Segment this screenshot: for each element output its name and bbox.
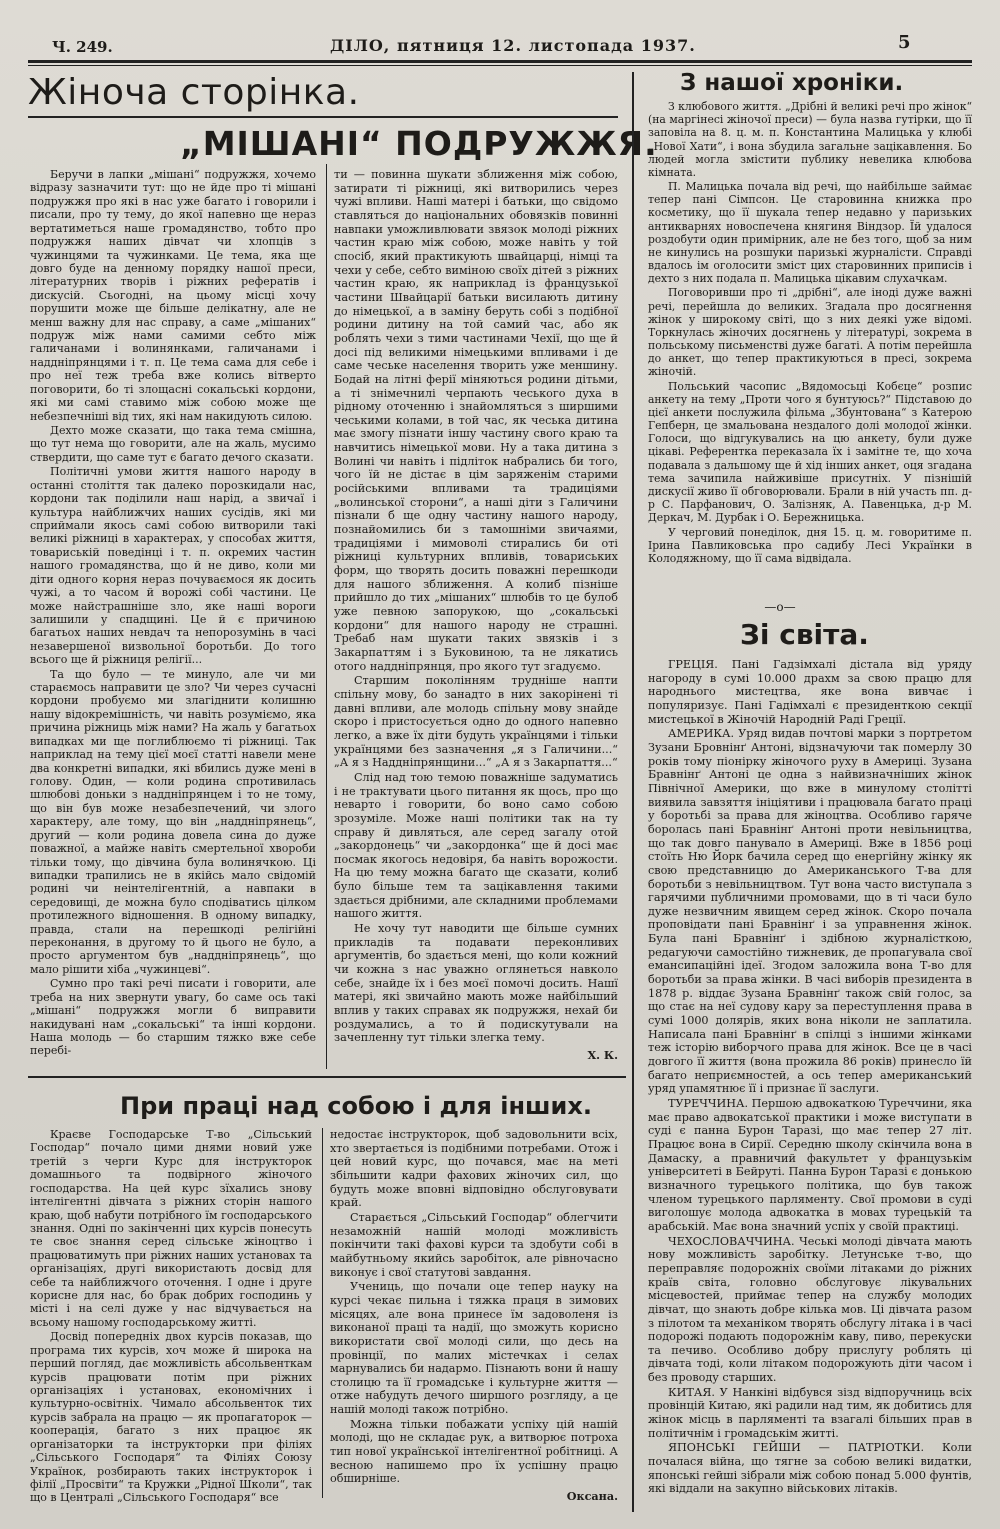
paragraph: Учениць, що почали оце тепер науку на курсі чекає пильна і тяжка праця в зимових місяцях, але вона принесе їм задоволеня із виконаної праці та надії, що зможуть корисно використати свої молоді сили, що десь на провінції, по малих містечках і селах марнувались би надармо. Пізнають вони й нашу столицю та її громадське і культурне життя — отже набудуть дечого ширшого розгляду, а це нашій молоді також потрібно. <box>330 1280 618 1417</box>
paragraph: ЧЕХОСЛОВАЧЧИНА. Чеські молоді дівчата мають нову можливість заробітку. Летунське т-во, що переправляє подорожніх своїми літаками до ріжних країв світа, головно обслуговує лікувальних місцевостей, приймає тепер на службу молодих дівчат, що знають добре кілька мов. Ці дівчата разом з пілотом та механіком творять обслугу літака і в часі подорожі подають подорожнім каву, пиво, перекуски та печиво. Особливо добру прислугу роблять ці дівчата тоді, коли літаком подорожують діти часом і без проводу старших. <box>648 1234 972 1385</box>
paragraph: Слід над тою темою поважніше задуматись і не трактувати цього питання як щось, про що неварто і говорити, бо воно само собою зрозуміле. Може наші політики так на ту справу й дивляться, але серед загалу отой „закордонець“ чи „закордонка“ ще й досі має посмак якогось недовіря, ба навіть ворожости. На цю тему можна багато ще сказати, колиб було більше тем та зацікавлення такими здається дрібними, але складними проблемами нашого життя. <box>334 770 618 921</box>
paragraph: ГРЕЦІЯ. Пані Гадзімхалі дістала від уряду нагороду в сумі 10.000 драхм за свою працю для народнього мистецтва, яке вона вивчає і популяризує. Пані Гадімхалі є президенткою секції мистецької в Жіночій Народній Раді Греції. <box>648 658 972 726</box>
paragraph: Поговоривши про ті „дрібні“, але іноді дуже важні речі, перейшла до великих. Згадала про досягнення жінок у широкому світі, що з них деякі уже відомі. Торкнулась жіночих досягнень у літературі, зокрема в польському письменстві дуже багаті. А потім перейшла до анкет, що тепер практикуються в пресі, зокрема жіночій. <box>648 286 972 379</box>
main-column-divider <box>632 72 634 1512</box>
paragraph: Та що було — те минуло, але чи ми стараємось направити це зло? Чи через сучасні кордони пробуємо ми злагіднити колишню нашу відокремішність, чи навіть розуміємо, яка причина ріжниць між нами? На жаль у багатьох випадках ми ще поглиблюємо ті ріжниці. Так наприклад на тему цієї моєї статті навели мене два конкретні випадки, які вбились дуже мені в голову. Один, — коли родина спротивилась шлюбові доньки з наддніпрянцем і то не тому, що він був може незабезпечений, чи злого характеру, але тому, що він „наддніпрянець“, другий — коли родина довела сина до дуже поважної, а майже навіть смертельної хвороби тільки тому, що дівчина була волинячкою. Ці випадки трапились не в якійсь мало свідомій родині чи неінтелігентній, а навпаки в середовищі, де можна було сподіватись цілком протилежного відношення. В одному випадку, правда, стали на перешкоді релігійні переконання, в другому то й цього не було, а просто аргументом був „наддніпрянець“, що мало рішити хіба „чужинцеві“. <box>30 667 316 976</box>
paragraph: ти — повинна шукати зближення між собою, затирати ті ріжниці, які витворились через чужі впливи. Наші матері і батьки, що свідомо ставляться до національних обовязків повинні навпаки уможливлювати звязок молоді ріжних частин краю між собою, може навіть у той спосіб, який практикують швайцарці, німці та чехи у себе, себто виміною своїх дітей з ріжних частин краю, як наприклад із французької частини Швайцарії батьки висилають дитину до німецької, а в заміну беруть собі з подібної родини дитину на той самий час, або як роблять чехи з тими частинами Чехії, що ще й досі під великими німецькими впливами і де саме чеське населення творить уже меншину. Бодай на літні ферії міняються родини дітьми, а ті знімечнилі черпають чеського духа в рідному оточенню і знайомляться з ширшими чеськими колами, в той час, як чеська дитина має змогу пізнати іншу частину свого краю та навчитись німецької мови. Ну а така дитина з Волині чи навіть і підліток набрались би того, чого їй не дістає в цім заряженім старими російськими впливами та традиціями „волинської сторони“, а наші діти з Галичини пізнали б ще одну частину нашого народу, познайомились би з тамошніми звичаями, традиціями і мимоволі стирались би оті ріжниці культурних впливів, товариських форм, що творять досить поважні перешкоди для нашого зближення. А колиб пізніше прийшло до тих „мішаних“ шлюбів то це булоб уже певною запорукою, що „сокальські кордони“ для нашого народу не страшні. Требаб нам шукати таких звязків і з Закарпаттям і з Буковиною, та не лякатись отого наддніпрянця, про якого тут згадуємо. <box>334 168 618 673</box>
article2-column-2 <box>330 1128 618 1504</box>
header-rule-thin <box>28 65 972 66</box>
article1-column-2 <box>334 168 618 1063</box>
article-title-work: При праці над собою і для інших. <box>120 1092 592 1120</box>
column-divider <box>322 1128 323 1498</box>
paragraph: З клюбового життя. „Дрібні й великі речі про жінок“ (на маргінесі жіночої преси) — була назва гутірки, що її заповіла на 8. ц. м. п. Константина Малицька у клюбі „Нової Хати“, і вона збудила загальне зацікавлення. Бо людей могла змістити публику невелика клюбова кімната. <box>648 100 972 179</box>
article-title-mixed-marriages: „МІШАНІ“ ПОДРУЖЖЯ. <box>180 124 658 163</box>
paragraph: Дехто може сказати, що така тема смішна, що тут нема що говорити, але на жаль, мусимо ствердити, що саме тут є багато дечого сказати. <box>30 424 316 464</box>
column-divider <box>326 164 327 1069</box>
chronicle-column <box>648 100 972 565</box>
article2-signature: Оксана. <box>566 1489 618 1504</box>
article1-signature: Х. К. <box>587 1048 618 1062</box>
world-title: Зі світа. <box>740 618 869 651</box>
header-rule <box>28 60 972 63</box>
paragraph: Політичні умови життя нашого народу в останні століття так далеко порозкидали нас, кордони так поділили наш нарід, а звичаї і культура найближчих наших сусідів, які ми сприймали якось самі собою витворили такі великі ріжниці в характерах, у способах життя, товариській поведінці і т. п. окремих частин нашого громадянства, що й не диво, коли ми діти одного корня нераз почуваємося як досить чужі, а то часом й ворожі собі частини. Це може найстрашніше зло, яке наші вороги залишили у спадщині. Це й є причиною багатьох наших невдач та непорозумінь в часі незавершеної визвольної боротьби. До того всього ще й ріжниця релігії... <box>30 465 316 667</box>
section-divider: —о— <box>764 600 796 614</box>
paragraph: Старшим поколінням трудніше напти спільну мову, бо занадто в них закорінені ті давні впливи, але молодь спільну мову знайде скоро і пристосується одно до одного напевно легко, а вже їх діти будуть українцями і тільки українцями без зазначення „я з Галичини...“ „А я з Наддніпрянщини...“ „А я з Закарпаття...“ <box>334 674 618 770</box>
paragraph: КИТАЯ. У Нанкіні відбувся зізд відпоручниць всіх провінцій Китаю, які радили над тим, як добитись для жінок місць в парляменті та взагалі більших прав в політичнім і громадськім житті. <box>648 1385 972 1440</box>
article-separator <box>28 1076 626 1078</box>
issue-number: Ч. 249. <box>52 38 113 56</box>
paragraph: Сумно про такі речі писати і говорити, але треба на них звернути увагу, бо саме ось такі „мішані“ подружжя могли б виправити накидувані нам „сокальські“ та інші кордони. Наша молодь — бо старшим тяжко вже себе перебі- <box>30 977 316 1058</box>
article2-column-1 <box>30 1128 312 1505</box>
paragraph: Старається „Сільський Господар“ облегчити незаможній нашій молоді можливість покінчити такі фахові курси та здобути собі в майбутньому якийсь заробіток, але рівночасно виконує і свої статутові завдання. <box>330 1210 618 1279</box>
chronicle-title: З нашої хроніки. <box>680 70 904 96</box>
section-title: Жіноча сторінка. <box>28 72 360 113</box>
paragraph: ТУРЕЧЧИНА. Першою адвокаткою Туреччини, яка має право адвокатської практики і може виступати в суді є панна Бурон Таразі, що має тепер 27 літ. Працює вона в Сирії. Середню школу скінчила вона в Дамаску, а правничий факультет у французькім університеті в Бейруті. Панна Бурон Таразі є донькою визначного турецького політика, що був також членом турецького парляменту. Свої промови в суді виголошує молода адвокатка в мовах турецькій та арабській. Має вона значний успіх у своїй практиці. <box>648 1097 972 1233</box>
article1-column-1 <box>30 168 316 1058</box>
world-column <box>648 658 972 1496</box>
paragraph: Беручи в лапки „мішані“ подружжя, хочемо відразу зазначити тут: що не йде про ті мішані подружжя про які в нас уже багато і говорили і писали, про ту тему, до якої напевно ще нераз вертатиметься наше громадянство, тобто про подружжя наших дівчат чи хлопців з чужинцями та чужинками. Це тема, яка ще довго буде на денному порядку нашої преси, літературних творів і ріжних рефератів і дискусій. Сьогодні, на цьому місці хочу порушити може ще більше делікатну, але не менш важну для нас справу, а саме „мішаних“ подруж між нами самими себто між галичанами і волинянками, галичанами і наддніпрянцями і т. п. Це тема сама для себе і про неї теж треба вже колись вітверто поговорити, бо ті злощасні сокальські кордони, які ми самі ставимо між собою може ще небезпечніші від тих, які нам накидують силою. <box>30 168 316 423</box>
paragraph: Польський часопис „Вядомосьці Кобєце“ розпис анкету на тему „Проти чого я бунтуюсь?“ Підставою до цієї анкети послужила фільма „Збунтована“ з Катерою Гепберн, це змальована нездалого долі молодої жінки. Голоси, що відгукувались на цю анкету, були дуже цікаві. Референтка переказала їх і замітне те, що хоча подавала з дальшому ще й хід інших анкет, оця згадана тема зачипила найживіше присутніх. У пізнішій дискусії живо її обговорювали. Брали в ній участь пп. д-р С. Парфанович, О. Залізняк, А. Павенцька, д-р М. Деркач, М. Дурбак і О. Бережницька. <box>648 379 972 525</box>
paragraph: Не хочу тут наводити ще більше сумних прикладів та подавати переконливих аргументів, бо здається мені, що коли кожний чи кожна з нас уважно оглянеться навколо себе, знайде їх і без моєї помочі досить. Нашї матері, які звичайно мають може найбільший вплив у таких справах як подружжя, нехай би роздумались, а то й подискутували на зачепленнy тут тільки злегка тему. <box>334 922 618 1045</box>
paragraph: ЯПОНСЬКІ ГЕЙШИ — ПАТРІОТКИ. Коли почалася війна, що тягне за собою великі видатки, японські гейші зібрали між собою понад 5.000 фунтів, які віддали на закупно військових літаків. <box>648 1441 972 1496</box>
paragraph: П. Малицька почала від речі, що найбільше займає тепер пані Сімпсон. Це старовинна книжка про косметику, що її шукала тепер недавно у паризьких антикварнях новоспечена княгиня Віндзор. Їй удалося роздобути один примірник, але не без того, щоб за ним не кинулись на розшуки паризькі журналісти. Справді вдалось ім оголосити зміст цих старовинних приписів і дехто з них подала п. Малицька цікавим слухачкам. <box>648 180 972 286</box>
paragraph: Досвід попередніх двох курсів показав, що програма тих курсів, хоч може й широка на перший погляд, дає можливість абсольвенткам курсів працювати потім при ріжних організаціях і установах, економічних і культурно-освітніх. Чимало абсольвенток тих курсів забрала на працю — як пропагаторок — кооперація, багато з них працює як організаторки та інструкторки при філіях „Сільського Господаря“ та Філіях Союзу Українок, розбирають таких інструкторок і філії „Просвіти“ та Кружки „Рідної Школи“, так що в Централі „Сільського Господаря“ все <box>30 1330 312 1505</box>
section-rule <box>28 116 618 118</box>
paragraph: Можна тільки побажати успіху цій нашій молоді, що не складає рук, а витворює потроха тип нової української інтелігентної робітниці. А весною напишемо про їх успішну працю обширніше. <box>330 1417 618 1486</box>
page-mark: 5 <box>898 32 911 53</box>
paragraph: недостає інструкторок, щоб задовольнити всіх, хто звертається із подібними потребами. Отож і цей новий курс, що почався, має на меті збільшити кадри фахових жіночих сил, що будуть може вповні відповідно обслуговувати край. <box>330 1128 618 1210</box>
masthead-date: ДІЛО, пятниця 12. листопада 1937. <box>330 36 696 55</box>
paragraph: Краєве Господарське Т-во „Сільський Господар“ почало цими днями новий уже третій з черги Курс для інструкторок домашнього та подвірного жіночого господарства. На цей курс зїхались знову інтелігентні дівчата з ріжних сторін нашого краю, щоб набути потрібного їм господарського знання. Одні по закінченні цих курсів понесуть те своє знання серед сільське жіноцтво і працюватимуть при ріжних наших установах та організаціях, другі використають досвід для себе та найближчого оточення. І одне і друге корисне для нас, бо брак добрих господинь у місті і на селі дуже у нас відчувається на всьому нашому господарському житті. <box>30 1128 312 1329</box>
paragraph: У черговий понеділок, дня 15. ц. м. говоритиме п. Ірина Павликовська про садибу Лесі Українки в Колодяжному, що її сама відвідала. <box>648 525 972 565</box>
paragraph: АМЕРИКА. Уряд видав почтові марки з портретом Зузани Бровнінґ Антоні, відзначуючи так померлу 30 років тому піонірку жіночого руху в Америці. Зузана Бравнінґ Антоні це одна з найвизначніших жінок Північної Америки, що вже в минулому столітті виявила завзяття ініціятиви і працювала багато праці у боротьбі за права для жіноцтва. Особливо гаряче боролась пані Бравнінґ Антоні проти невільництва, що так довго панувало в Америці. Вже в 1856 році стоїть Ню Йорк бачила серед що енергійну жінку як свою представницю до Американського Т-ва для боротьби з невільництвом. Тут вона часто виступала з гарячими публичними промовами, що в ті часи було дуже незвичним явищем серед жінок. Скоро почала проповідати пані Бравнінґ і за управнення жінок. Була пані Бравнінґ і здібною журналісткою, редагуючи самостійно тижневик, де пропагувала свої емансипаційні ідеї. Згодом заложила вона Т-во для боротьби за права жінки. В часі виборів президента в 1878 р. віддає Зузана Бравнінґ також свій голос, за що стає на неї судову кару за переступлення права в сумі 1000 долярів, яких вона ніколи не заплатила. Написала пані Бравнінґ в спілці з іншими жінками теж історію виборчого права для жінок. Все це в часі довгого її життя (вона прожила 86 років) принесло їй багато неприємностей, а ось тепер американський уряд упамятнює її і признає її заслуги. <box>648 727 972 1096</box>
